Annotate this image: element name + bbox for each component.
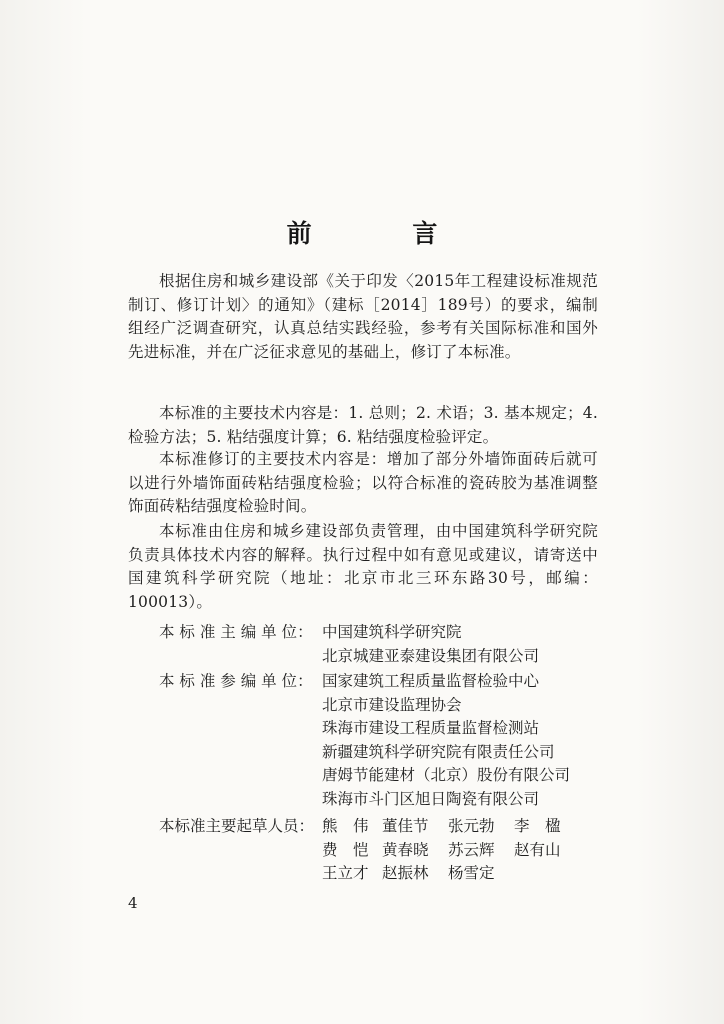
chief-editor-units [322,621,612,668]
participants-label: 本 标 准 参 编 单 位： [159,672,313,690]
paragraph-revision-content [128,448,598,519]
paragraph-background [128,270,598,364]
unit-item: 中国建筑科学研究院 [322,623,462,641]
drafters-names [322,815,612,886]
drafter-name: 熊 伟 [322,817,369,835]
unit-item: 珠海市斗门区旭日陶瓷有限公司 [322,789,540,808]
unit-item: 北京市建设监理协会 [322,695,462,714]
drafter-name: 苏云辉 [448,840,495,859]
drafter-name: 董佳节 [382,817,429,835]
drafters-label: 本标准主要起草人员： [159,817,315,835]
paragraph-text: 本标准的主要技术内容是：1. 总则；2. 术语；3. 基本规定；4. 检验方法；5. 粘结强度计算；6. 粘结强度检验评定。 [128,404,598,446]
unit-item: 国家建筑工程质量监督检验中心 [322,672,540,690]
chief-editor-label: 本 标 准 主 编 单 位： [159,623,313,641]
participants-units [322,670,612,812]
section-title: 前 言 [286,219,484,248]
paragraph-management [128,520,598,614]
drafter-name: 赵有山 [514,840,561,859]
unit-item: 新疆建筑科学研究院有限责任公司 [322,742,555,761]
paragraph-text: 本标准由住房和城乡建设部负责管理，由中国建筑科学研究院负责具体技术内容的解释。执行过程中如有意见或建议，请寄送中国建筑科学研究院（地址：北京市北三环东路30号，邮编：100013）。 [128,522,598,611]
unit-item: 北京城建亚泰建设集团有限公司 [322,646,540,665]
drafter-name: 赵振林 [382,864,429,883]
unit-item: 唐姆节能建材（北京）股份有限公司 [322,766,571,785]
unit-item: 珠海市建设工程质量监督检测站 [322,719,540,738]
drafter-name: 费 恺 [322,840,369,859]
drafter-name: 李 楹 [514,817,561,835]
paragraph-main-content [128,402,598,449]
page-number: 4 [128,894,138,912]
drafter-name: 黄春晓 [382,840,429,859]
paragraph-text: 根据住房和城乡建设部《关于印发〈2015年工程建设标准规范制订、修订计划〉的通知》（建标［2014］189号）的要求，编制组经广泛调查研究，认真总结实践经验，参考有关国际标准和国外先进标准，并在广泛征求意见的基础上，修订了本标准。 [128,272,598,361]
drafter-name: 杨雪定 [448,864,495,883]
drafter-name: 张元勃 [448,817,495,835]
paragraph-text: 本标准修订的主要技术内容是：增加了部分外墙饰面砖后就可以进行外墙饰面砖粘结强度检验；以符合标准的瓷砖胶为基准调整饰面砖粘结强度检验时间。 [128,450,598,516]
drafter-name: 王立才 [322,864,369,883]
